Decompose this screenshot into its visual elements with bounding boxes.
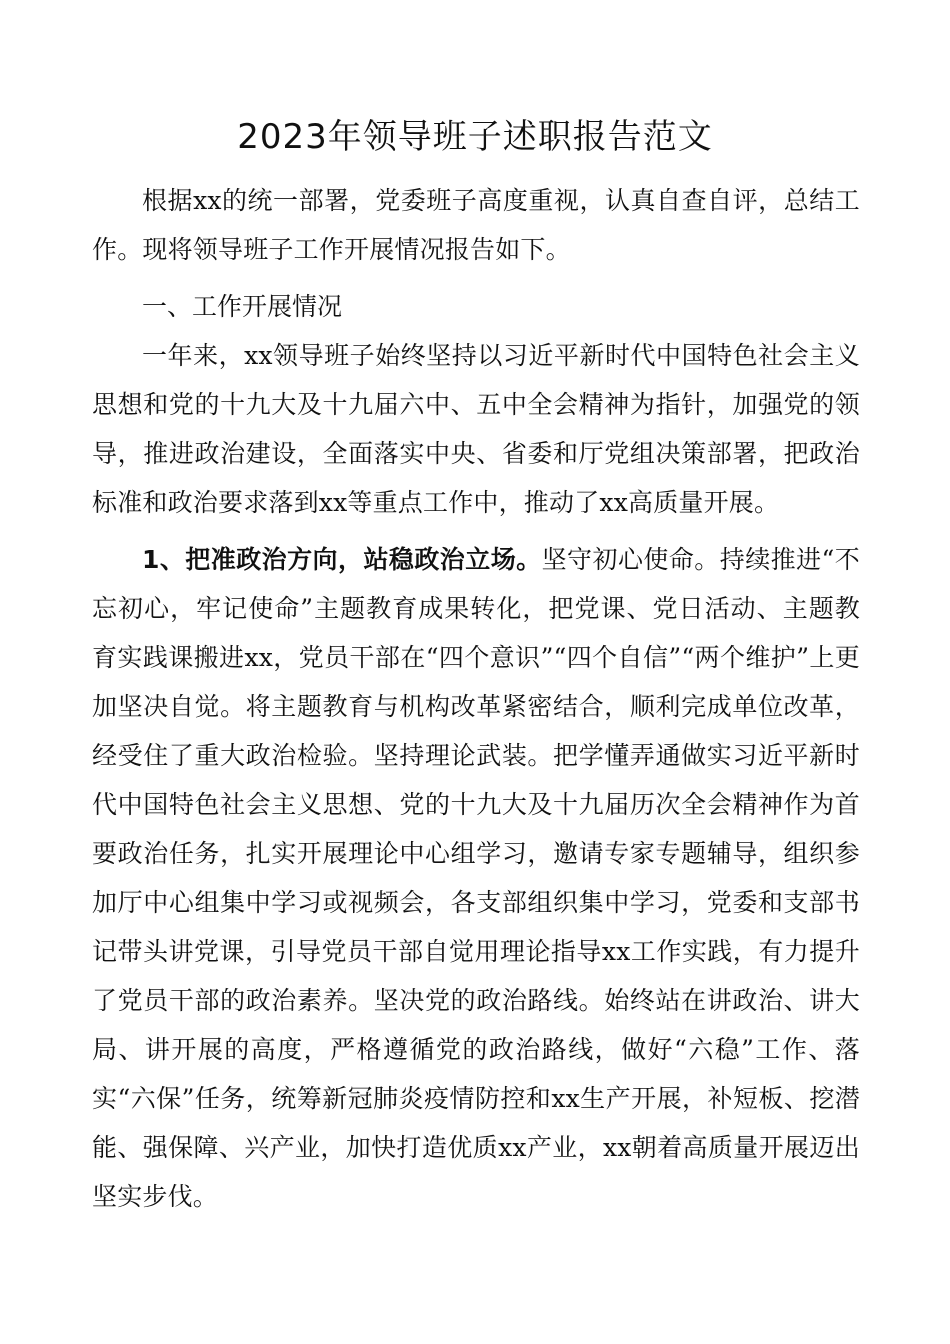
intro-paragraph: 根据xx的统一部署，党委班子高度重视，认真自查自评，总结工作。现将领导班子工作开展情况报告如下。 bbox=[92, 186, 860, 264]
point-paragraph bbox=[92, 535, 860, 1221]
section-paragraph: 一年来，xx领导班子始终坚持以习近平新时代中国特色社会主义思想和党的十九大及十九届六中、五中全会精神为指针，加强党的领导，推进政治建设，全面落实中央、省委和厅党组决策部署，把政治标准和政治要求落到xx等重点工作中，推动了xx高质量开展。 bbox=[92, 341, 860, 517]
document-body bbox=[92, 176, 860, 1221]
document-title: 2023年领导班子述职报告范文 bbox=[237, 117, 713, 157]
section-heading: 一、工作开展情况 bbox=[142, 292, 343, 321]
point-text: 坚守初心使命。持续推进“不忘初心，牢记使命”主题教育成果转化，把党课、党日活动、主题教育实践课搬进xx，党员干部在“四个意识”“四个自信”“两个维护”上更加坚决自觉。将主题教育与机构改革紧密结合，顺利完成单位改革，经受住了重大政治检验。坚持理论武装。把学懂弄通做实习近平新时代中国特色社会主义思想、党的十九大及十九届历次全会精神作为首要政治任务，扎实开展理论中心组学习，邀请专家专题辅导，组织参加厅中心组集中学习或视频会，各支部组织集中学习，党委和支部书记带头讲党课，引导党员干部自觉用理论指导xx工作实践，有力提升了党员干部的政治素养。坚决党的政治路线。始终站在讲政治、讲大局、讲开展的高度，严格遵循党的政治路线，做好“六稳”工作、落实“六保”任务，统筹新冠肺炎疫情防控和xx生产开展，补短板、挖潜能、强保障、兴产业，加快打造优质xx产业，xx朝着高质量开展迈出坚实步伐。 bbox=[92, 545, 860, 1211]
point-lead: 1、把准政治方向，站稳政治立场。 bbox=[142, 545, 542, 574]
